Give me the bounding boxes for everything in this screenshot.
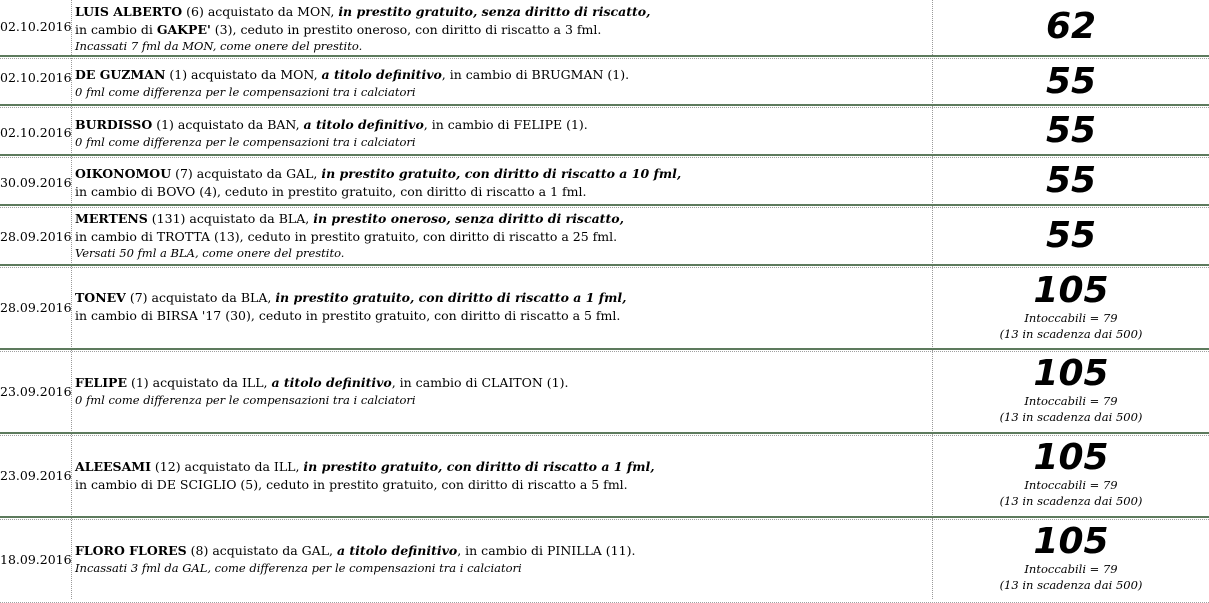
- transfer-row: [0, 520, 1209, 599]
- transfer-description: [75, 165, 925, 200]
- score-value: 105: [1033, 353, 1109, 394]
- score-cell: [936, 217, 1206, 255]
- description-line-1: [75, 116, 925, 134]
- expiring-note: (13 in scadenza dai 500): [999, 578, 1143, 592]
- transfer-row: [0, 0, 1209, 57]
- description-line-2: in cambio di TROTTA (13), ceduto in prestito gratuito, con diritto di riscatto a 25 fml.: [75, 228, 618, 244]
- description-line-1: [75, 458, 925, 476]
- description-line-1: [75, 374, 925, 392]
- player-name: LUIS ALBERTO: [75, 4, 183, 19]
- transfer-description: [75, 66, 925, 101]
- transfer-terms: in prestito oneroso, senza diritto di riscatto,: [313, 211, 624, 226]
- transfer-terms: in prestito gratuito, con diritto di riscatto a 1 fml,: [303, 459, 655, 474]
- acquisition-suffix: , in cambio di BRUGMAN (1).: [441, 67, 630, 82]
- score-value: 55: [1045, 61, 1097, 102]
- transfer-row: [0, 352, 1209, 434]
- acquisition-text: (6) acquistato da MON,: [182, 4, 339, 19]
- score-cell: [936, 112, 1206, 150]
- transfer-description: [75, 542, 925, 577]
- transfer-note: 0 fml come differenza per le compensazioni tra i calciatori: [75, 134, 416, 149]
- transfer-row: [0, 158, 1209, 206]
- untouchables-note: Intoccabili = 79: [1024, 394, 1118, 408]
- description-line-2: in cambio di DE SCIGLIO (5), ceduto in prestito gratuito, con diritto di riscatto a 5 fml.: [75, 476, 628, 492]
- description-line-1: [75, 66, 925, 84]
- player-name: FLORO FLORES: [75, 543, 187, 558]
- player-name: MERTENS: [75, 211, 148, 226]
- expiring-note: (13 in scadenza dai 500): [999, 410, 1143, 424]
- player-name: OIKONOMOU: [75, 166, 172, 181]
- transfer-date: 23.09.2016: [0, 384, 72, 399]
- transfer-description: [75, 289, 925, 324]
- score-value: 105: [1033, 270, 1109, 311]
- transfer-row: [0, 436, 1209, 518]
- expiring-note: (13 in scadenza dai 500): [999, 327, 1143, 341]
- transfer-terms: a titolo definitivo: [321, 67, 442, 82]
- transfer-description: [75, 458, 925, 493]
- transfer-description: [75, 3, 925, 56]
- player-name: DE GUZMAN: [75, 67, 166, 82]
- transfer-terms: a titolo definitivo: [303, 117, 424, 132]
- transfer-date: 23.09.2016: [0, 468, 72, 483]
- transfer-note: Incassati 3 fml da GAL, come differenza per le compensazioni tra i calciatori: [75, 560, 522, 575]
- acquisition-text: (7) acquistato da GAL,: [171, 166, 322, 181]
- transfer-row: [0, 59, 1209, 106]
- description-line-1: [75, 542, 925, 560]
- transfer-note: Versati 50 fml a BLA, come onere del prestito.: [75, 246, 345, 260]
- description-line-1: [75, 165, 925, 183]
- acquisition-text: (131) acquistato da BLA,: [147, 211, 314, 226]
- acquisition-text: (1) acquistato da BAN,: [152, 117, 304, 132]
- transfer-date: 18.09.2016: [0, 552, 72, 567]
- score-value: 62: [1045, 6, 1097, 47]
- transfer-note: Incassati 7 fml da MON, come onere del prestito.: [75, 39, 363, 53]
- exchange-prefix: in cambio di: [75, 21, 157, 37]
- player-name: ALEESAMI: [75, 459, 151, 474]
- transfer-date: 02.10.2016: [0, 19, 72, 34]
- score-value: 55: [1045, 215, 1097, 256]
- acquisition-text: (8) acquistato da GAL,: [186, 543, 337, 558]
- transfer-note: 0 fml come differenza per le compensazioni tra i calciatori: [75, 392, 416, 407]
- exchange-player-name: GAKPE': [156, 21, 211, 37]
- acquisition-suffix: , in cambio di FELIPE (1).: [423, 117, 588, 132]
- expiring-note: (13 in scadenza dai 500): [999, 494, 1143, 508]
- transfer-date: 02.10.2016: [0, 125, 72, 140]
- transfer-description: [75, 210, 925, 263]
- transfer-terms: in prestito gratuito, senza diritto di riscatto,: [338, 4, 651, 19]
- score-value: 105: [1033, 437, 1109, 478]
- transfer-terms: a titolo definitivo: [271, 375, 392, 390]
- player-name: FELIPE: [75, 375, 127, 390]
- score-value: 105: [1033, 521, 1109, 562]
- untouchables-note: Intoccabili = 79: [1024, 562, 1118, 576]
- exchange-text: (3), ceduto in prestito oneroso, con diritto di riscatto a 3 fml.: [210, 21, 602, 37]
- score-cell: [936, 162, 1206, 200]
- player-name: BURDISSO: [75, 117, 153, 132]
- acquisition-suffix: , in cambio di PINILLA (11).: [457, 543, 636, 558]
- acquisition-text: (7) acquistato da BLA,: [125, 290, 276, 305]
- untouchables-note: Intoccabili = 79: [1024, 478, 1118, 492]
- description-line-1: [75, 210, 925, 228]
- transfer-date: 28.09.2016: [0, 300, 72, 315]
- player-name: TONEV: [75, 290, 126, 305]
- score-value: 55: [1045, 160, 1097, 201]
- score-cell: [936, 8, 1206, 46]
- transfer-date: 02.10.2016: [0, 70, 72, 85]
- acquisition-text: (1) acquistato da ILL,: [126, 375, 272, 390]
- score-value: 55: [1045, 110, 1097, 151]
- score-cell: [936, 355, 1206, 425]
- transfer-row: [0, 108, 1209, 156]
- description-line-1: [75, 289, 925, 307]
- description-line-2: in cambio di BIRSA '17 (30), ceduto in prestito gratuito, con diritto di riscatto a 5 fml.: [75, 307, 621, 323]
- score-cell: [936, 523, 1206, 593]
- score-cell: [936, 272, 1206, 342]
- transfer-terms: in prestito gratuito, con diritto di riscatto a 10 fml,: [321, 166, 682, 181]
- description-line-1: [75, 3, 925, 21]
- transfer-description: [75, 116, 925, 151]
- score-cell: [936, 439, 1206, 509]
- acquisition-suffix: , in cambio di CLAITON (1).: [391, 375, 569, 390]
- transfer-row: [0, 268, 1209, 350]
- acquisition-text: (12) acquistato da ILL,: [150, 459, 304, 474]
- transfer-terms: a titolo definitivo: [336, 543, 458, 558]
- transfer-description: [75, 374, 925, 409]
- acquisition-text: (1) acquistato da MON,: [165, 67, 322, 82]
- transfer-date: 30.09.2016: [0, 175, 72, 190]
- transfer-note: 0 fml come differenza per le compensazioni tra i calciatori: [75, 84, 416, 99]
- transfer-date: 28.09.2016: [0, 229, 72, 244]
- untouchables-note: Intoccabili = 79: [1024, 311, 1118, 325]
- transfer-terms: in prestito gratuito, con diritto di riscatto a 1 fml,: [275, 290, 627, 305]
- score-cell: [936, 63, 1206, 101]
- transfer-row: [0, 208, 1209, 266]
- description-line-2: [75, 21, 925, 39]
- description-line-2: in cambio di BOVO (4), ceduto in prestito gratuito, con diritto di riscatto a 1 fml.: [75, 183, 587, 199]
